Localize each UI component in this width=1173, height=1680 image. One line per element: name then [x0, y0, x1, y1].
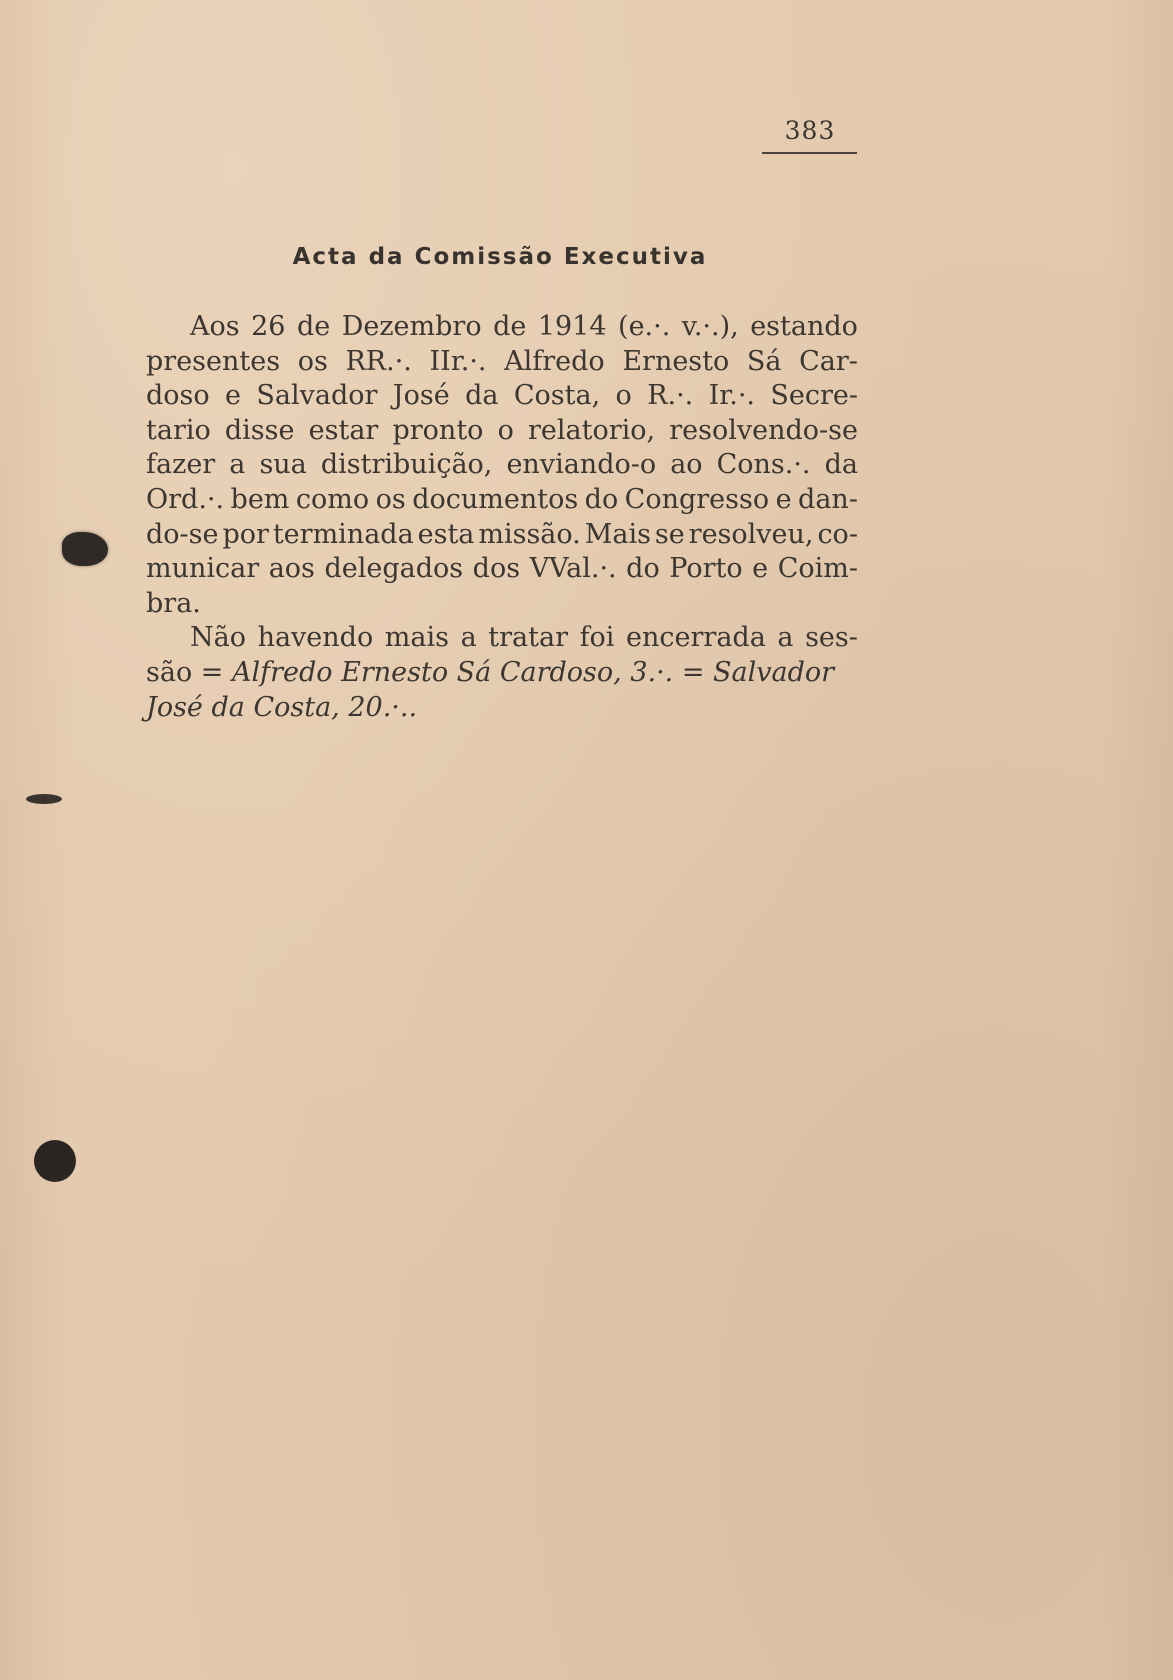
binder-hole-icon — [62, 532, 108, 566]
text-line: tario disse estar pronto o relatorio, resolvendo-se — [146, 414, 858, 446]
document-heading: Acta da Comissão Executiva — [292, 244, 708, 270]
text-line: municar aos delegados dos VVal.·. do Porto e Coim- — [146, 553, 858, 585]
signature-prefix: são — [146, 656, 201, 688]
signature-continuation: José da Costa, 20.·.. — [146, 691, 418, 723]
page-number-rule — [762, 152, 857, 154]
text-line: do-se por terminada esta missão. Mais se resolveu, co- — [146, 518, 858, 550]
text-line: Não havendo mais a tratar foi encerrada a ses- — [190, 622, 858, 654]
signature-line — [146, 656, 858, 691]
text-line: Ord.·. bem como os documentos do Congresso e dan- — [146, 483, 858, 515]
binder-hole-icon — [34, 1140, 76, 1182]
text-line: doso e Salvador José da Costa, o R.·. Ir.·. Secre- — [146, 380, 858, 412]
binder-hole-icon — [26, 794, 62, 804]
text-line: presentes os RR.·. IIr.·. Alfredo Ernesto Sá Car- — [146, 345, 858, 377]
page-number: 383 — [784, 116, 836, 145]
signature-names: = Alfredo Ernesto Sá Cardoso, 3.·. = Salvador — [200, 656, 835, 688]
text-line: Aos 26 de Dezembro de 1914 (e.·. v.·.), estando — [190, 311, 858, 342]
text-line: bra. — [146, 587, 201, 619]
document-body — [146, 310, 858, 725]
text-line: fazer a sua distribuição, enviando-o ao Cons.·. da — [146, 449, 858, 481]
